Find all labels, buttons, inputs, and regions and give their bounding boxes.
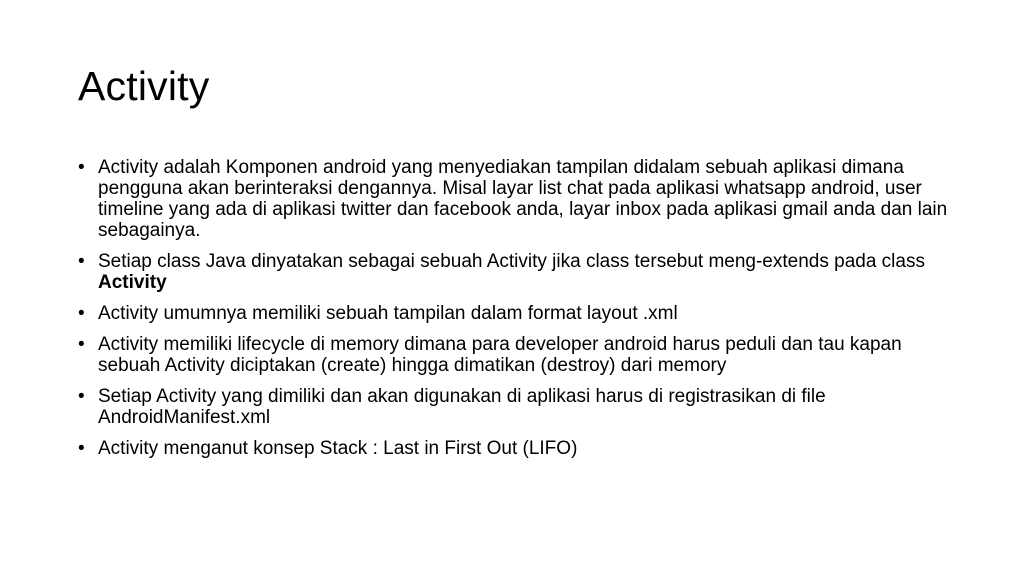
bullet-list — [78, 157, 958, 469]
bullet-item — [78, 386, 958, 428]
bullet-dot-icon: • — [78, 334, 85, 355]
bullet-dot-icon: • — [78, 386, 85, 407]
bullet-item — [78, 251, 958, 293]
bullet-dot-icon: • — [78, 157, 85, 178]
bullet-text: Setiap class Java dinyatakan sebagai sebuah Activity jika class tersebut meng-extends pada class — [98, 251, 925, 272]
bullet-item — [78, 303, 958, 324]
bullet-text: Setiap Activity yang dimiliki dan akan digunakan di aplikasi harus di registrasikan di file AndroidManifest.xml — [98, 386, 826, 428]
bullet-item — [78, 334, 958, 376]
bullet-text: Activity adalah Komponen android yang menyediakan tampilan didalam sebuah aplikasi dimana pengguna akan berinteraksi dengannya. Misal layar list chat pada aplikasi whatsapp android, user timeline yang ada di aplikasi twitter dan facebook anda, layar inbox pada aplikasi gmail anda dan lain sebagainya. — [98, 157, 948, 241]
bullet-item — [78, 157, 958, 241]
bullet-bold-text: Activity — [98, 272, 167, 293]
bullet-text: Activity menganut konsep Stack : Last in First Out (LIFO) — [98, 438, 578, 459]
bullet-text: Activity memiliki lifecycle di memory dimana para developer android harus peduli dan tau kapan sebuah Activity diciptakan (create) hingga dimatikan (destroy) dari memory — [98, 334, 902, 376]
bullet-dot-icon: • — [78, 251, 85, 272]
bullet-dot-icon: • — [78, 303, 85, 324]
bullet-item — [78, 438, 958, 459]
slide-title: Activity — [78, 63, 210, 109]
bullet-dot-icon: • — [78, 438, 85, 459]
bullet-text: Activity umumnya memiliki sebuah tampilan dalam format layout .xml — [98, 303, 678, 324]
